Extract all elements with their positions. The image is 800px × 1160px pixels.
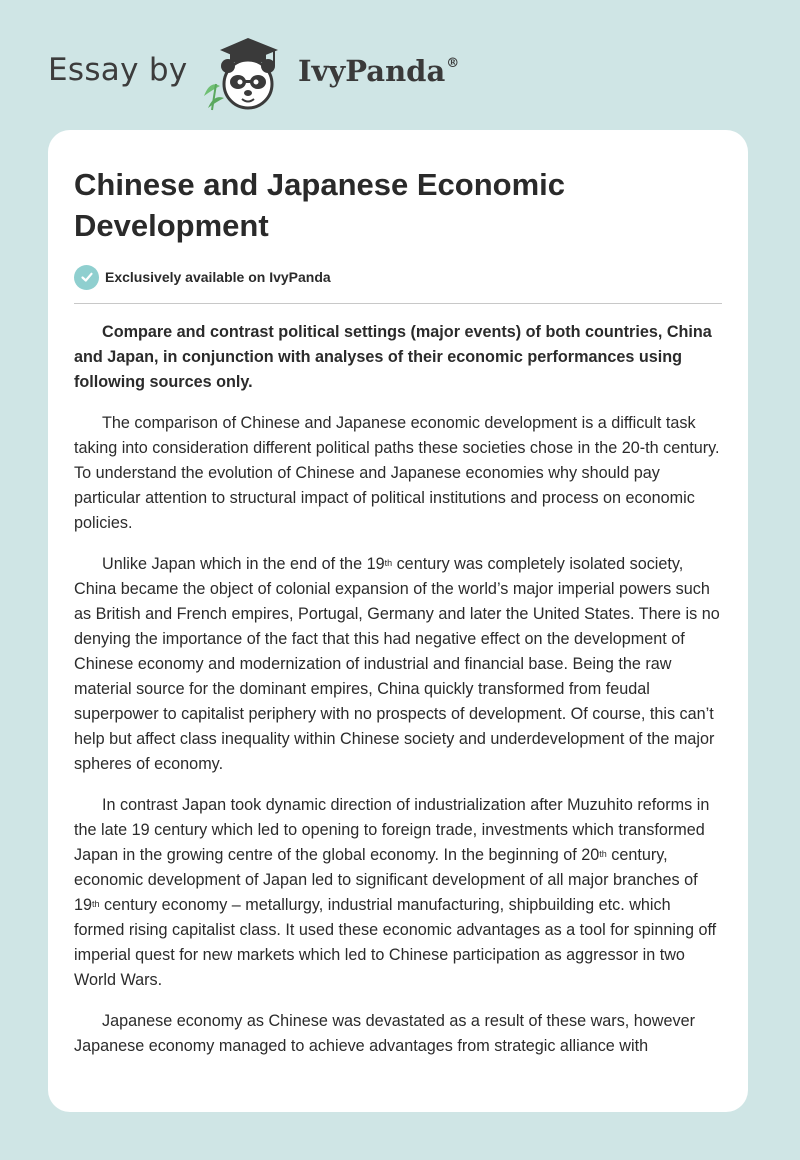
superscript: th bbox=[384, 558, 393, 568]
essay-question: Compare and contrast political settings (major events) of both countries, China and Japan, in conjunction with analyses of their economic performances using following sources only. bbox=[74, 323, 712, 391]
superscript: th bbox=[92, 899, 100, 909]
essay-by-label: Essay by bbox=[48, 52, 188, 88]
exclusive-badge bbox=[74, 264, 331, 290]
superscript: th bbox=[599, 849, 607, 859]
essay-card bbox=[48, 130, 748, 1112]
paragraph-3-text-a: In contrast Japan took dynamic direction of industrialization after Muzuhito reforms in the late 19 century which led to opening to foreign trade, investments which transformed Japan in the growing centre of the global economy. In the beginning of 20 bbox=[74, 796, 710, 864]
paragraph-4: Japanese economy as Chinese was devastated as a result of these wars, however Japanese economy managed to achieve advantages from strategic alliance with bbox=[74, 1012, 695, 1055]
paragraph-2 bbox=[74, 552, 724, 777]
paragraph-1: The comparison of Chinese and Japanese economic development is a difficult task taking into consideration different political paths these societies chose in the 20-th century. To understand the evolution of Chinese and Japanese economies why should pay particular attention to structural impact of political institutions and process on economic policies. bbox=[74, 414, 720, 532]
site-header bbox=[0, 0, 800, 130]
brand-text: IvyPanda bbox=[298, 54, 446, 88]
check-icon bbox=[74, 265, 99, 290]
badge-label: Exclusively available on IvyPanda bbox=[105, 269, 331, 285]
paragraph-3 bbox=[74, 793, 724, 993]
paragraph-2-text-b: century was completely isolated society, China became the object of colonial expansion of the world’s major imperial powers such as British and French empires, Portugal, Germany and later the United States. There is no denying the importance of the fact that this had negative effect on the development of Chinese economy and modernization of industrial and financial base. Being the raw material source for the dominant empires, China quickly transformed from feudal superpower to capitalist periphery with no prospects of development. Of course, this can’t help but affect class inequality within Chinese society and underdevelopment of the major spheres of economy. bbox=[74, 555, 720, 773]
registered-mark: ® bbox=[446, 56, 460, 71]
page-title: Chinese and Japanese Economic Development bbox=[74, 167, 566, 243]
brand-name[interactable] bbox=[298, 54, 459, 88]
paragraph-3-text-c: century economy – metallurgy, industrial manufacturing, shipbuilding etc. which formed rising capitalist class. It used these economic advantages as a tool for spinning off imperial quest for new markets which led to Chinese participation as aggressor in two World Wars. bbox=[74, 896, 717, 989]
divider bbox=[74, 303, 722, 304]
panda-logo-icon[interactable] bbox=[200, 36, 292, 112]
paragraph-2-text-a: Unlike Japan which in the end of the 19 bbox=[102, 555, 385, 573]
paragraph-3-text-b: century, economic development of Japan led to significant development of all major branches of 19 bbox=[74, 846, 698, 914]
essay-body bbox=[74, 320, 724, 1075]
